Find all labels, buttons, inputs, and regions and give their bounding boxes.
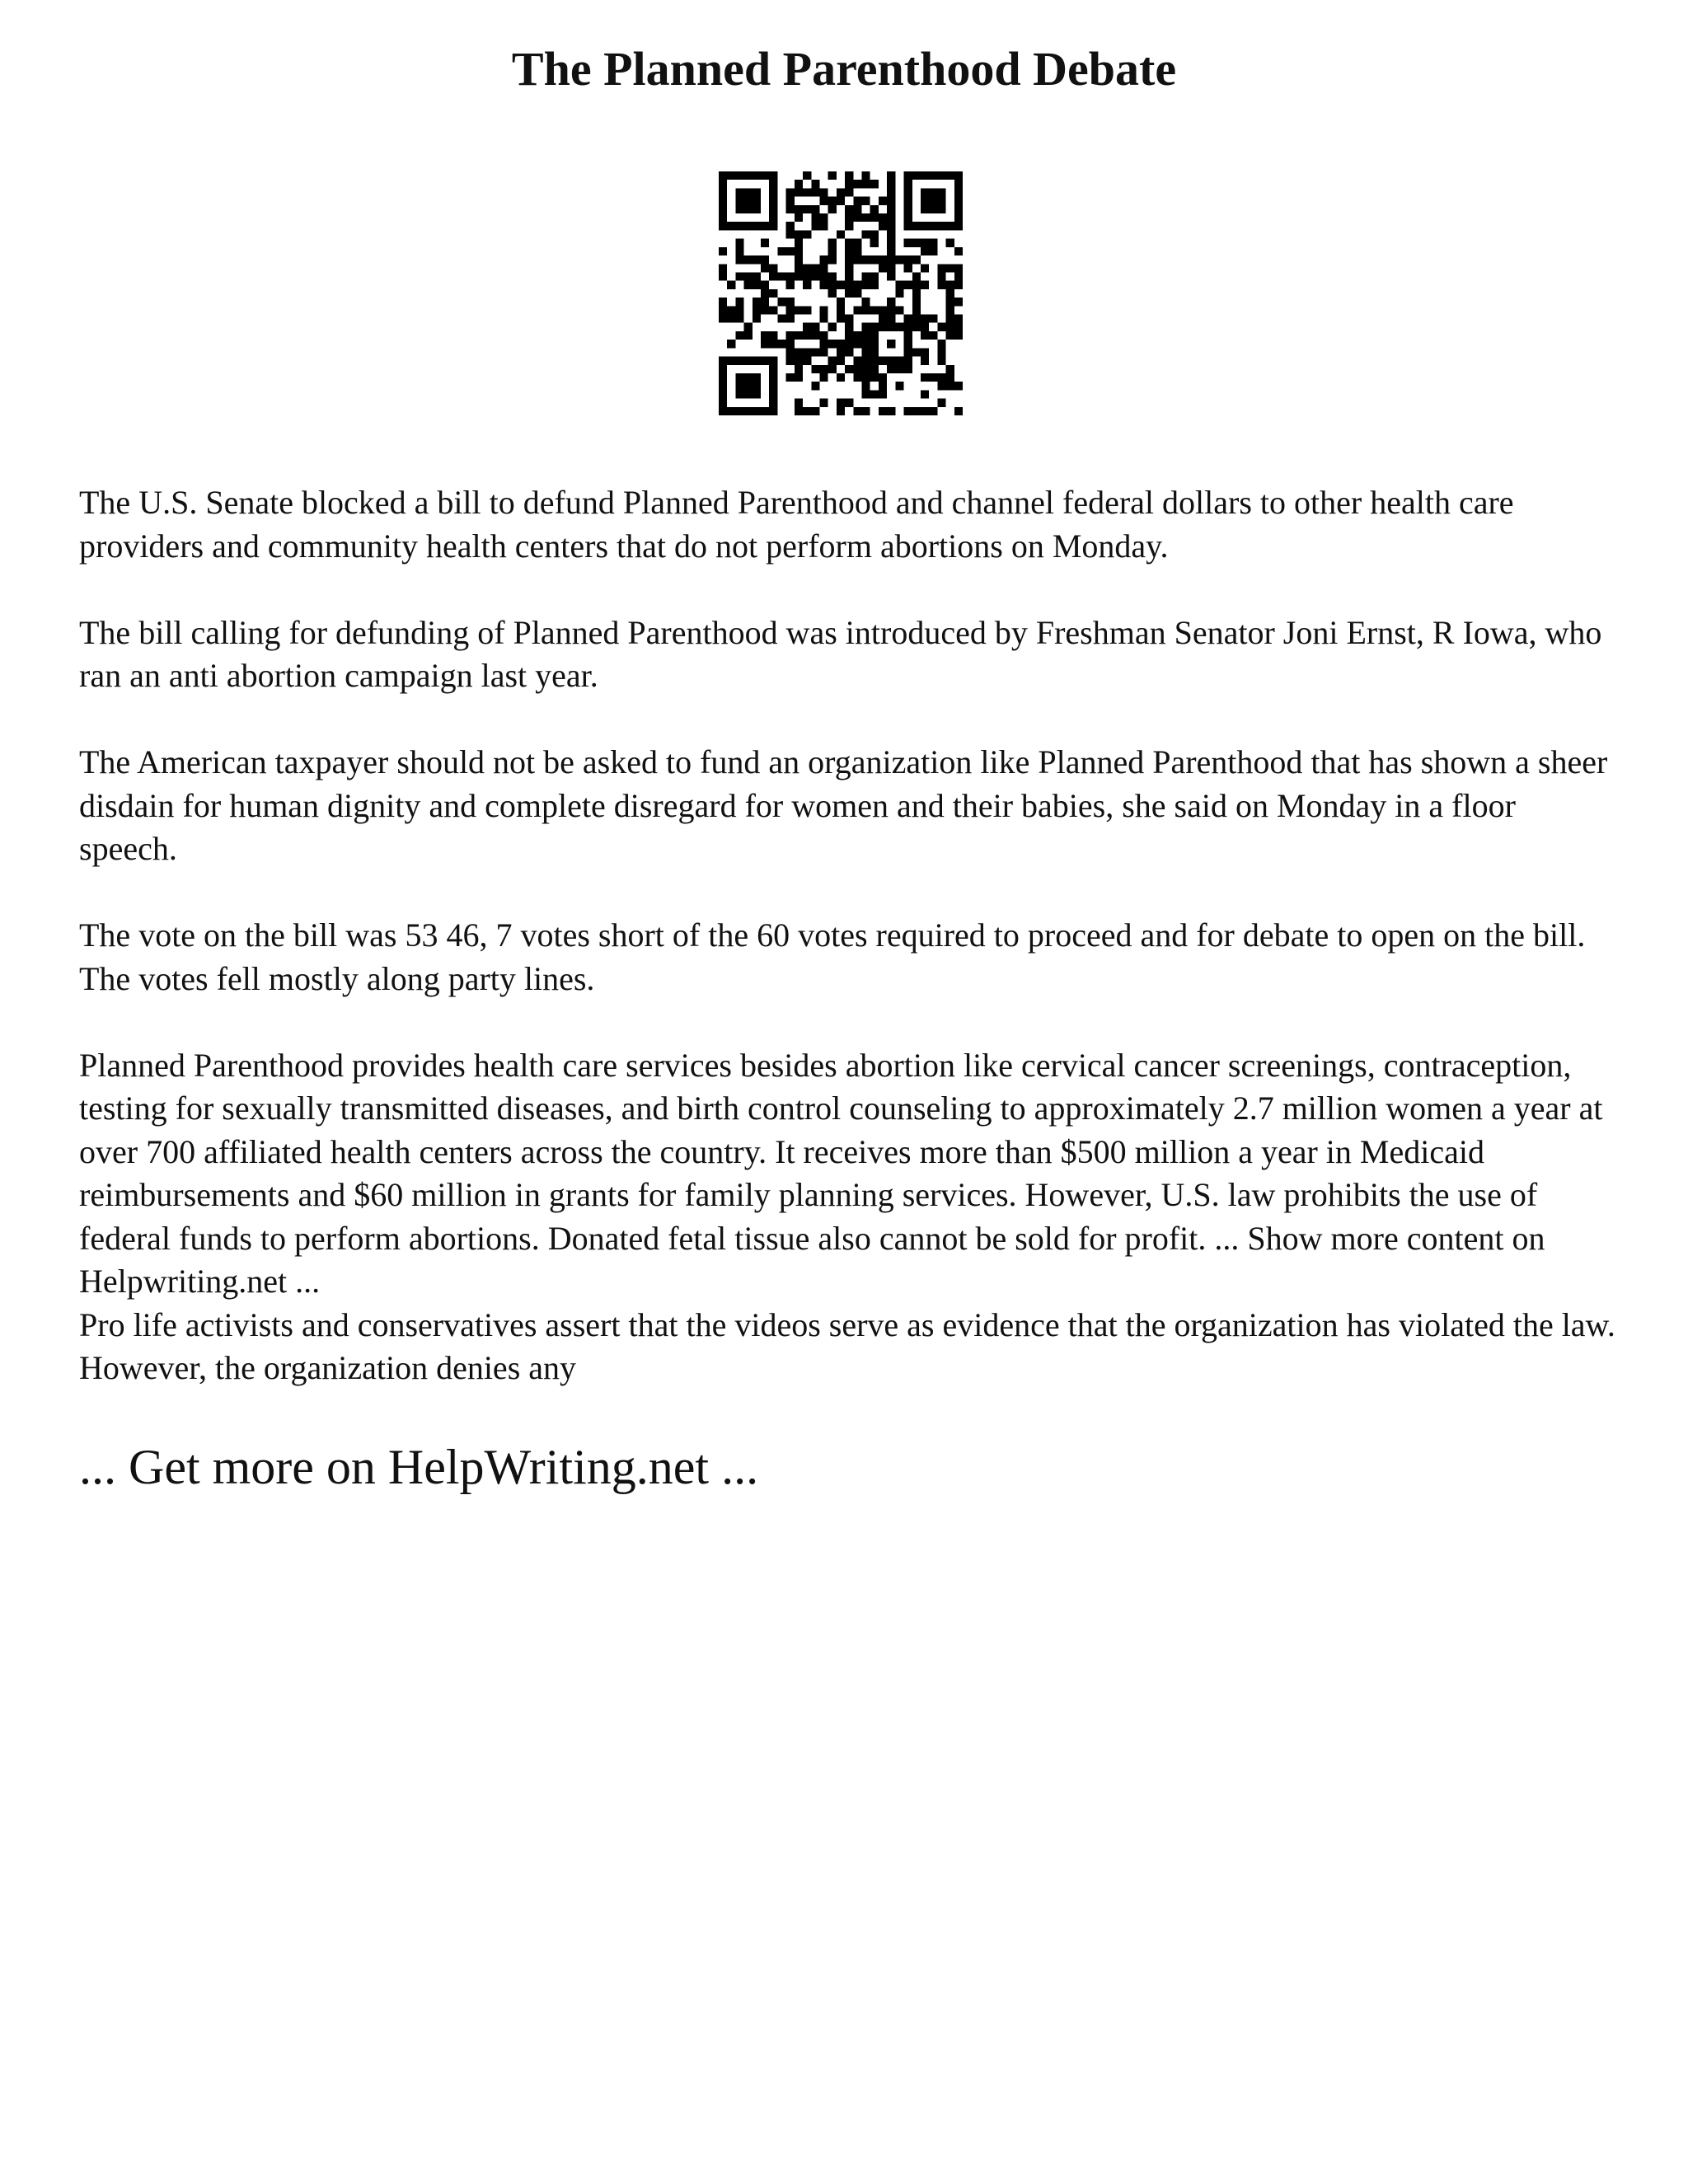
paragraph-bill-introduction: The bill calling for defunding of Planned Parenthood was introduced by Freshman Senator Joni Ernst, R Iowa, who ran an anti abortion campaign last year. <box>79 613 1602 694</box>
paragraph-pro-life: Pro life activists and conservatives assert that the videos serve as evidence that the organization has violated the law. However, the organization denies any <box>79 1305 1615 1386</box>
article-body <box>79 481 1620 1390</box>
paragraph-services: Planned Parenthood provides health care services besides abortion like cervical cancer screenings, contraception, testing for sexually transmitted diseases, and birth control counseling to approximately 2.7 million women a year at over 700 affiliated health centers across the country. It receives more than $500 million a year in Medicaid reimbursements and $60 million in grants for family planning services. However, U.S. law prohibits the use of federal funds to perform abortions. Donated fetal tissue also cannot be sold for profit. ... Show more content on Helpwriting.net ... <box>79 1046 1603 1300</box>
qr-code-icon <box>719 171 963 415</box>
get-more-link[interactable]: ... Get more on HelpWriting.net ... <box>79 1440 759 1494</box>
paragraph-ernst-quote: The American taxpayer should not be asked to fund an organization like Planned Parenthood that has shown a sheer disdain for human dignity and complete disregard for women and their babies, she said on Monday in a floor speech. <box>79 743 1608 867</box>
paragraph-vote-count: The vote on the bill was 53 46, 7 votes short of the 60 votes required to proceed and for debate to open on the bill. The votes fell mostly along party lines. <box>79 916 1586 997</box>
paragraph-senate-vote: The U.S. Senate blocked a bill to defund Planned Parenthood and channel federal dollars to other health care providers and community health centers that do not perform abortions on Monday. <box>79 484 1514 565</box>
document-title: The Planned Parenthood Debate <box>511 42 1177 96</box>
